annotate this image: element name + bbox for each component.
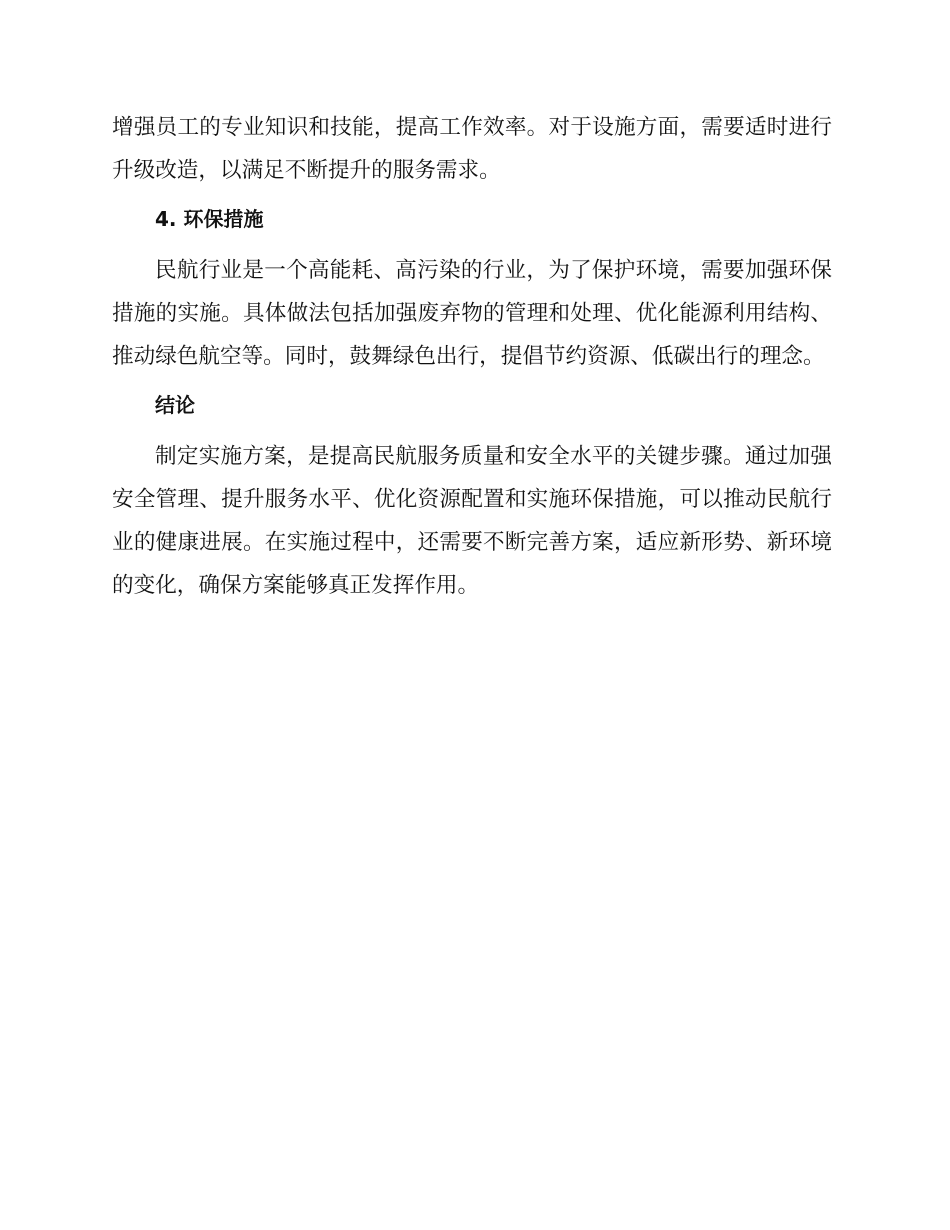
section-heading-environmental-measures: 4. 环保措施 xyxy=(155,207,264,231)
paragraph-environmental-measures: 民航行业是一个高能耗、高污染的行业，为了保护环境，需要加强环保措施的实施。具体做法包括加强废弃物的管理和处理、优化能源利用结构、推动绿色航空等。同时，鼓舞绿色出行，提倡节约资源、低碳出行的理念。 xyxy=(112,258,832,369)
paragraph-continuation: 增强员工的专业知识和技能，提高工作效率。对于设施方面，需要适时进行升级改造，以满足不断提升的服务需求。 xyxy=(112,115,832,183)
document-body xyxy=(112,106,832,607)
section-heading-conclusion: 结论 xyxy=(155,393,195,417)
paragraph-conclusion: 制定实施方案，是提高民航服务质量和安全水平的关键步骤。通过加强安全管理、提升服务水平、优化资源配置和实施环保措施，可以推动民航行业的健康进展。在实施过程中，还需要不断完善方案，适应新形势、新环境的变化，确保方案能够真正发挥作用。 xyxy=(112,444,832,598)
